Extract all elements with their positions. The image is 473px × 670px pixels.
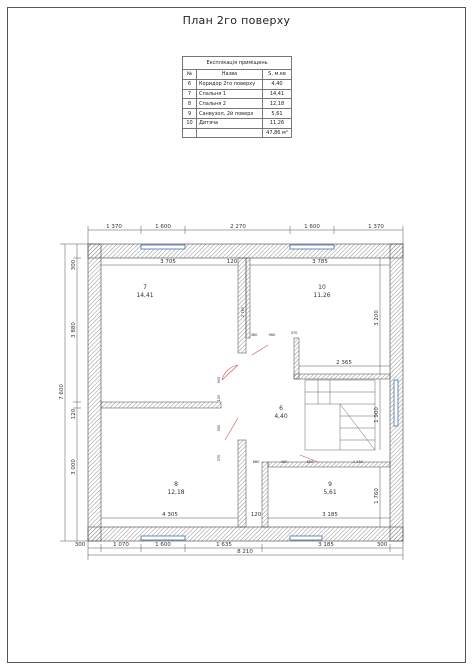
header-number: № <box>183 70 197 80</box>
row-area: 11,26 <box>263 118 292 128</box>
row-number: 7 <box>183 89 197 99</box>
dim-corr-c: 370 <box>290 331 298 335</box>
dim-corr-a: 380 <box>250 333 258 337</box>
dim-bot-a: 680 <box>252 460 260 464</box>
row-area: 12,18 <box>263 99 292 109</box>
dim-r7-side: 2 780 <box>241 306 245 318</box>
dim-left-1: 300 <box>71 259 77 271</box>
room-6-number: 6 <box>279 405 283 412</box>
dim-top-3: 2 270 <box>230 224 246 230</box>
dim-r9-door: 1 150 <box>352 460 364 464</box>
dim-top-2: 1 600 <box>155 224 171 230</box>
dim-r8-width: 4 305 <box>162 512 178 518</box>
wall-bottom <box>88 527 403 541</box>
wall-r10-bottom <box>294 374 390 379</box>
total-area: 47,86 м² <box>263 128 292 138</box>
dim-top-5: 1 370 <box>368 224 384 230</box>
dim-bot-c: 600 <box>306 460 314 464</box>
dim-bottom-2: 1 070 <box>113 542 129 548</box>
dim-stair-width: 2 365 <box>336 360 352 366</box>
window-bottom-left <box>141 536 185 540</box>
header-name: Назва <box>197 70 263 80</box>
dim-overall-left: 7 600 <box>59 384 65 400</box>
dim-left-2: 3 880 <box>71 322 77 338</box>
doors <box>222 345 318 462</box>
dim-r9-width: 3 185 <box>322 512 338 518</box>
explication-caption: Експлікація приміщень <box>183 57 292 70</box>
window-top-left <box>141 245 185 249</box>
door-room8 <box>225 418 238 440</box>
row-area: 5,61 <box>263 109 292 119</box>
room-8-area: 12,18 <box>167 489 185 496</box>
wall-r7-corridor <box>238 258 246 353</box>
dim-left-3: 120 <box>71 408 77 420</box>
row-area: 14,41 <box>263 89 292 99</box>
door-room7 <box>222 365 238 380</box>
row-number: 9 <box>183 109 197 119</box>
room-10-number: 10 <box>318 284 326 291</box>
wall-r9-left <box>262 462 268 527</box>
dim-corr-side-3: 950 <box>217 424 221 432</box>
row-number: 6 <box>183 79 197 89</box>
dim-bot-b: 400 <box>280 460 288 464</box>
dim-corr-side-4: 370 <box>217 454 221 462</box>
room-10-area: 11,26 <box>313 292 331 299</box>
header-area: S, м.кв <box>263 70 292 80</box>
dim-corr-side-1: 900 <box>217 376 221 384</box>
dim-bottom-3: 1 600 <box>155 542 171 548</box>
window-top-right <box>290 245 334 249</box>
dim-wall-120-top: 120 <box>226 259 238 265</box>
dim-r10-width: 3 785 <box>312 259 328 265</box>
window-bottom-right <box>290 536 322 540</box>
wall-left <box>88 244 101 541</box>
room-8-number: 8 <box>174 481 178 488</box>
wall-corridor-left-low <box>238 440 246 527</box>
door-room10 <box>252 345 268 355</box>
dim-left-4: 3 000 <box>71 459 77 475</box>
sheet-title: План 2го поверху <box>182 14 291 27</box>
dim-stair-height: 1 900 <box>374 407 380 423</box>
row-name: Коридор 2го поверху <box>197 79 263 89</box>
wall-r7-r8 <box>101 402 221 408</box>
row-name: Дитяча <box>197 118 263 128</box>
room-9-number: 9 <box>328 481 332 488</box>
dimension-lines <box>60 226 403 560</box>
room-6-area: 4,40 <box>274 413 288 420</box>
dim-bottom-6: 300 <box>376 542 388 548</box>
dim-corr-b: 960 <box>268 333 276 337</box>
wall-top <box>88 244 403 258</box>
window-right <box>394 380 398 426</box>
dim-top-1: 1 370 <box>106 224 122 230</box>
room-7-number: 7 <box>143 284 147 291</box>
room-9-area: 5,61 <box>323 489 337 496</box>
row-name: Спальня 2 <box>197 99 263 109</box>
dim-corr-side-2: 100 <box>217 394 221 402</box>
row-number: 8 <box>183 99 197 109</box>
row-name: Спальня 1 <box>197 89 263 99</box>
dim-bottom-4: 1 635 <box>216 542 232 548</box>
dim-r10-height: 3 200 <box>374 310 380 326</box>
dim-bottom-1: 300 <box>74 542 86 548</box>
dim-overall-bottom: 8 210 <box>237 549 253 555</box>
dim-r9-height: 1 760 <box>374 488 380 504</box>
room-7-area: 14,41 <box>136 292 154 299</box>
row-number: 10 <box>183 118 197 128</box>
wall-stair-step <box>294 338 299 379</box>
dim-top-4: 1 600 <box>304 224 320 230</box>
wall-r10-left <box>246 258 250 338</box>
dim-bottom-5: 3 185 <box>318 542 334 548</box>
row-area: 4,40 <box>263 79 292 89</box>
dimension-texts <box>59 224 388 555</box>
dim-r7-width: 3 705 <box>160 259 176 265</box>
left-dim-texts <box>59 259 77 475</box>
row-name: Санвузол, 2й поверх <box>197 109 263 119</box>
dim-wall-120-bot: 120 <box>250 512 262 518</box>
staircase <box>305 380 375 450</box>
